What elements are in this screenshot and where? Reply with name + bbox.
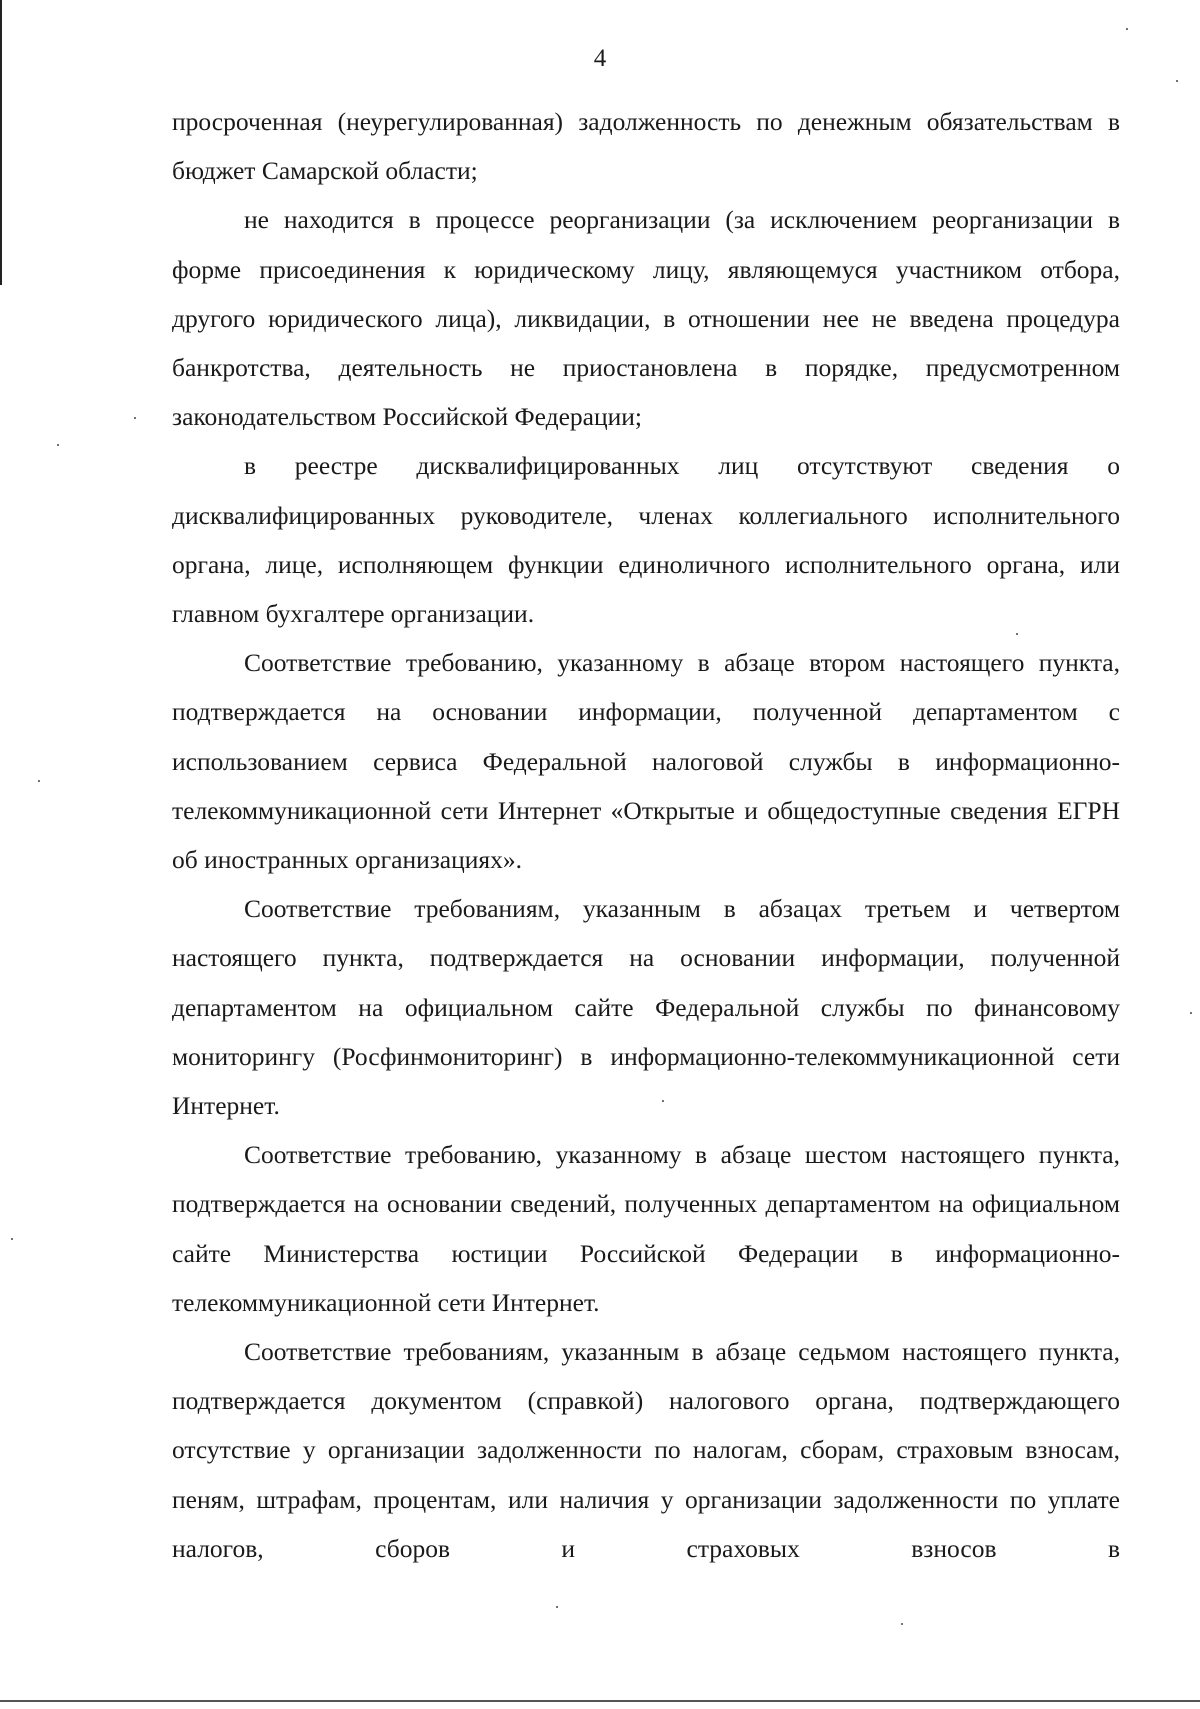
page-number: 4 [593, 45, 607, 72]
paragraph-disqualified-registry: в реестре дисквалифицированных лиц отсутствуют сведения о дисквалифицированных руководителе, членах коллегиального исполнительного органа, лице, исполняющем функции единоличного исполнительного органа, или главном бухгалтере организации. [172, 451, 1120, 629]
scan-speck [134, 417, 136, 419]
paragraph-requirement-tax-certificate: Соответствие требованиям, указанным в абзаце седьмом настоящего пункта, подтверждается документом (справкой) налогового органа, подтверждающего отсутствие у организации задолженности по налогам, сборам, страховым взносам, пеням, штрафам, процентам, или наличия у организации задолженности по уплате налогов, сборов и страховых взносов в [172, 1337, 1120, 1563]
paragraph-continuation: просроченная (неурегулированная) задолженность по денежным обязательствам в бюджет Самарской области; [172, 107, 1120, 186]
document-body [172, 97, 1120, 1573]
paragraph-requirement-rosfinmonitoring: Соответствие требованиям, указанным в абзацах третьем и четвертом настоящего пункта, подтверждается на основании информации, полученной департаментом на официальном сайте Федеральной службы по финансовому мониторингу (Росфинмониторинг) в информационно-телекоммуникационной сети Интернет. [172, 894, 1120, 1121]
paragraph-requirement-minjust: Соответствие требованию, указанному в абзаце шестом настоящего пункта, подтверждается на основании сведений, полученных департаментом на официальном сайте Министерства юстиции Российской Федерации в информационно-телекоммуникационной сети Интернет. [172, 1140, 1120, 1317]
scan-speck [38, 780, 40, 782]
scan-speck [662, 1100, 664, 1102]
scan-speck [11, 1238, 13, 1240]
scan-speck [1126, 28, 1128, 30]
scan-speck [1016, 633, 1018, 635]
scan-speck [1190, 1012, 1192, 1014]
paragraph-requirement-fns: Соответствие требованию, указанному в абзаце втором настоящего пункта, подтверждается на основании информации, полученной департаментом с использованием сервиса Федеральной налоговой службы в информационно-телекоммуникационной сети Интернет «Открытые и общедоступные сведения ЕГРН об иностранных организациях». [172, 648, 1120, 875]
scan-speck [901, 1623, 903, 1625]
scan-speck [556, 1606, 558, 1608]
scan-speck [1176, 80, 1178, 82]
scan-edge-left [0, 0, 2, 285]
paragraph-reorganization: не находится в процессе реорганизации (за исключением реорганизации в форме присоединения к юридическому лицу, являющемуся участником отбора, другого юридического лица), ликвидации, в отношении нее не введена процедура банкротства, деятельность не приостановлена в порядке, предусмотренном законодательством Российской Федерации; [172, 205, 1120, 432]
scan-edge-bottom [0, 1700, 1200, 1702]
scan-speck [57, 444, 59, 446]
